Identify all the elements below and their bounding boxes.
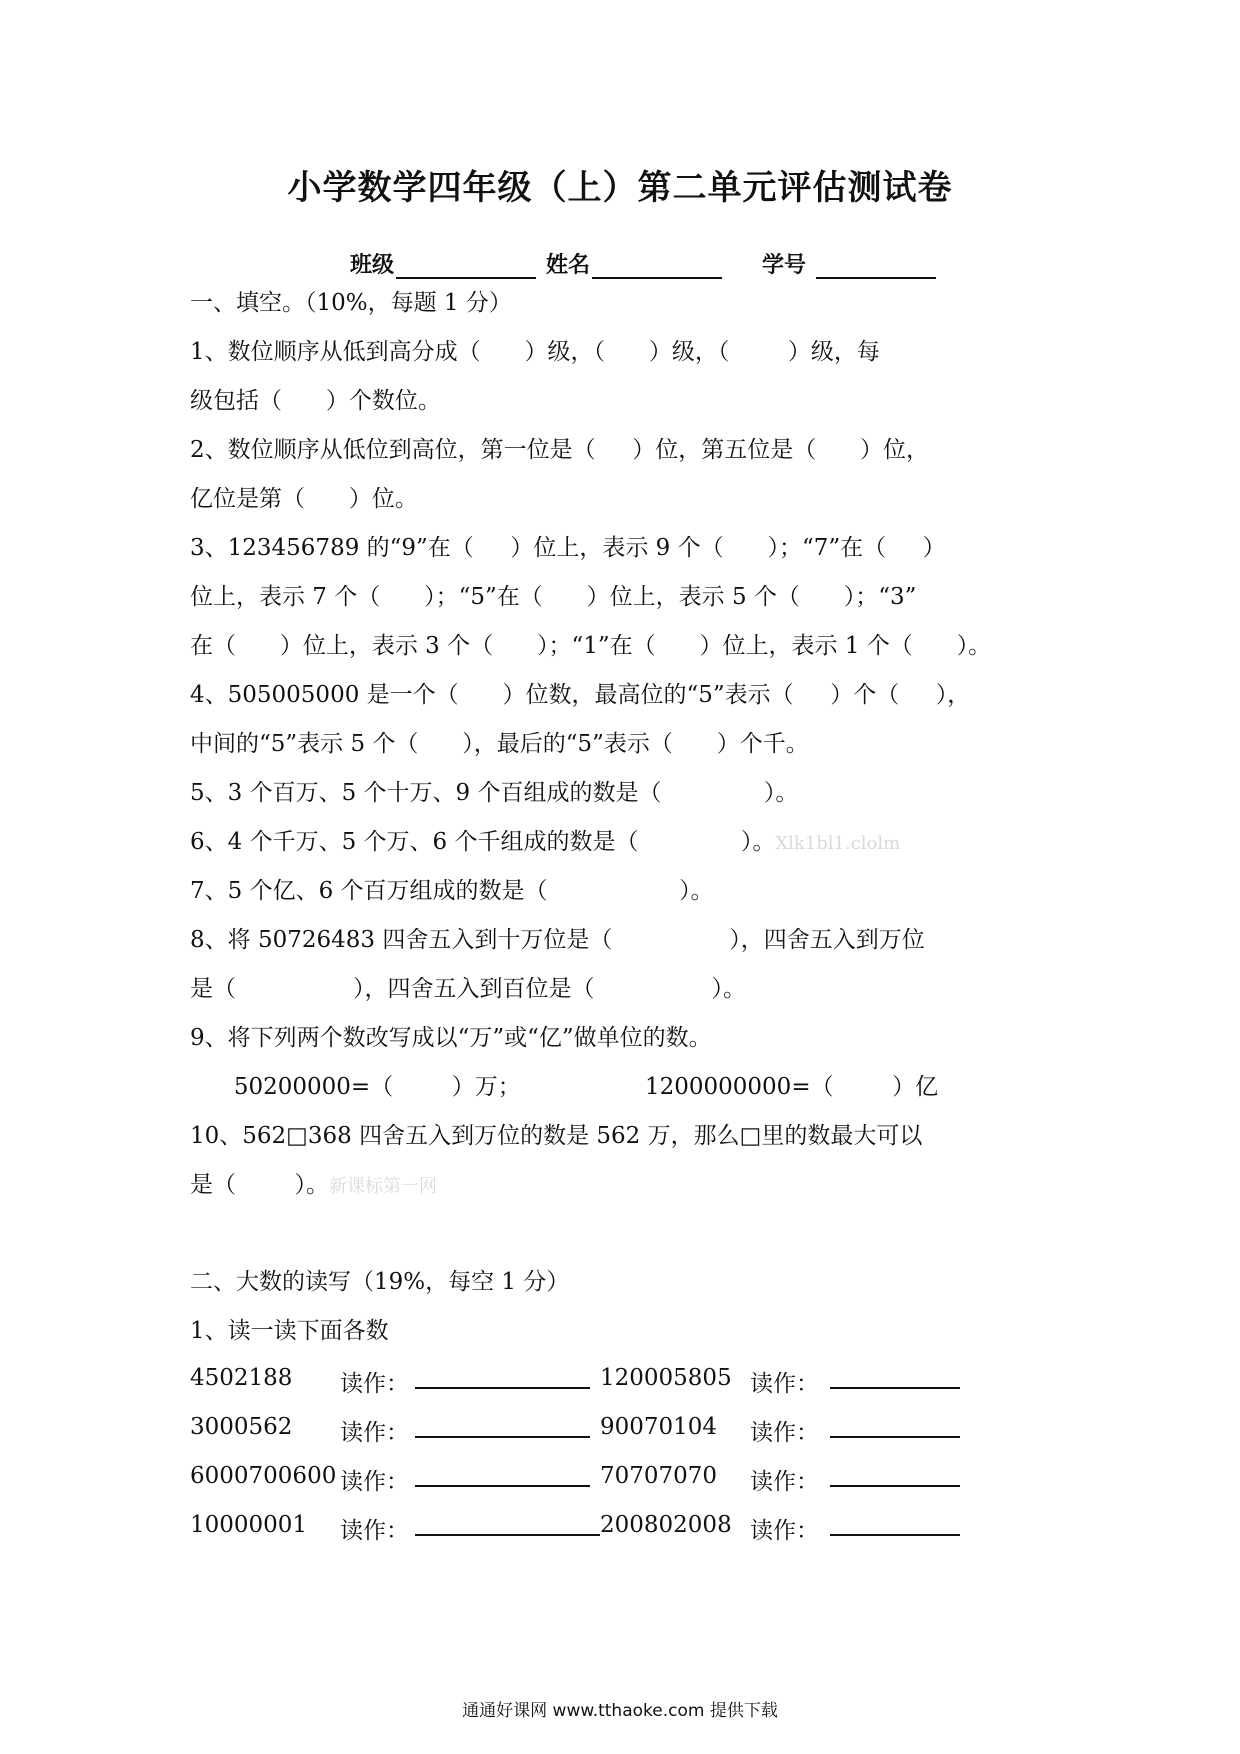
question-line: 8、将 50726483 四舍五入到十万位是（ ），四舍五入到万位 (190, 927, 925, 953)
question-line: 级包括（ ）个数位。 (190, 388, 441, 414)
question-text: 是（ ）。 (190, 1172, 329, 1198)
section-2-heading: 二、大数的读写（19%，每空 1 分） (190, 1269, 570, 1295)
question-text: 6、4 个千万、5 个万、6 个千组成的数是（ ）。 (190, 829, 776, 855)
read-label: 读作： (340, 1420, 409, 1446)
number-b: 90070104 (600, 1414, 718, 1440)
answer-blank[interactable] (415, 1534, 600, 1536)
class-blank[interactable] (396, 255, 536, 279)
question-line: 1、数位顺序从低到高分成（ ）级，（ ）级，（ ）级，每 (190, 339, 880, 365)
question-line: 在（ ）位上，表示 3 个（ ）；“1”在（ ）位上，表示 1 个（ ）。 (190, 633, 992, 659)
watermark-text: Xlk1bl1.clolm (775, 833, 901, 854)
answer-blank[interactable] (830, 1534, 960, 1536)
read-label: 读作： (340, 1469, 409, 1495)
read-label: 读作： (750, 1469, 819, 1495)
number-b: 120005805 (600, 1365, 732, 1391)
read-label: 读作： (750, 1371, 819, 1397)
class-label: 班级 (350, 252, 395, 278)
reading-row (190, 1365, 970, 1395)
section-1-heading: 一、填空。（10%，每题 1 分） (190, 290, 512, 316)
question-line: 10、562□368 四舍五入到万位的数是 562 万，那么□里的数最大可以 (190, 1123, 923, 1149)
question-line: 中间的“5”表示 5 个（ ），最后的“5”表示（ ）个千。 (190, 731, 809, 757)
reading-row (190, 1463, 970, 1493)
number-b: 70707070 (600, 1463, 718, 1489)
question-line (190, 1170, 437, 1202)
page-title: 小学数学四年级（上）第二单元评估测试卷 (287, 168, 953, 208)
question-line (190, 827, 900, 859)
read-label: 读作： (750, 1420, 819, 1446)
student-id-label: 学号 (762, 252, 807, 278)
reading-row (190, 1512, 970, 1542)
name-label: 姓名 (546, 252, 591, 278)
name-blank[interactable] (592, 255, 722, 279)
section-2-subheading: 1、读一读下面各数 (190, 1318, 389, 1344)
number-a: 6000700600 (190, 1463, 337, 1489)
question-line: 5、3 个百万、5 个十万、9 个百组成的数是（ ）。 (190, 780, 799, 806)
question-line: 7、5 个亿、6 个百万组成的数是（ ）。 (190, 878, 714, 904)
question-line: 9、将下列两个数改写成以“万”或“亿”做单位的数。 (190, 1025, 712, 1051)
watermark-text: 新课标第一网 (329, 1176, 437, 1197)
number-b: 200802008 (600, 1512, 732, 1538)
question-line: 是（ ），四舍五入到百位是（ ）。 (190, 976, 746, 1002)
read-label: 读作： (750, 1518, 819, 1544)
answer-blank[interactable] (415, 1485, 590, 1487)
student-info-row (350, 248, 936, 279)
read-label: 读作： (340, 1371, 409, 1397)
number-a: 10000001 (190, 1512, 308, 1538)
answer-blank[interactable] (830, 1387, 960, 1389)
answer-blank[interactable] (415, 1436, 590, 1438)
question-line: 位上，表示 7 个（ ）；“5”在（ ）位上，表示 5 个（ ）；“3” (190, 584, 917, 610)
question-line: 亿位是第（ ）位。 (190, 486, 418, 512)
number-a: 3000562 (190, 1414, 293, 1440)
answer-blank[interactable] (830, 1436, 960, 1438)
number-a: 4502188 (190, 1365, 293, 1391)
question-line: 3、123456789 的“9”在（ ）位上，表示 9 个（ ）；“7”在（ ） (190, 535, 946, 561)
question-line: 2、数位顺序从低位到高位，第一位是（ ）位，第五位是（ ）位， (190, 437, 930, 463)
student-id-blank[interactable] (816, 255, 936, 279)
question-line: 4、505005000 是一个（ ）位数，最高位的“5”表示（ ）个（ ）， (190, 682, 971, 708)
page-footer: 通通好课网 www.tthaoke.com 提供下载 (462, 1701, 778, 1721)
answer-blank[interactable] (415, 1387, 590, 1389)
question-line: 50200000=（ ）万； 1200000000=（ ）亿 (190, 1074, 939, 1100)
read-label: 读作： (340, 1518, 409, 1544)
reading-row (190, 1414, 970, 1444)
answer-blank[interactable] (830, 1485, 960, 1487)
